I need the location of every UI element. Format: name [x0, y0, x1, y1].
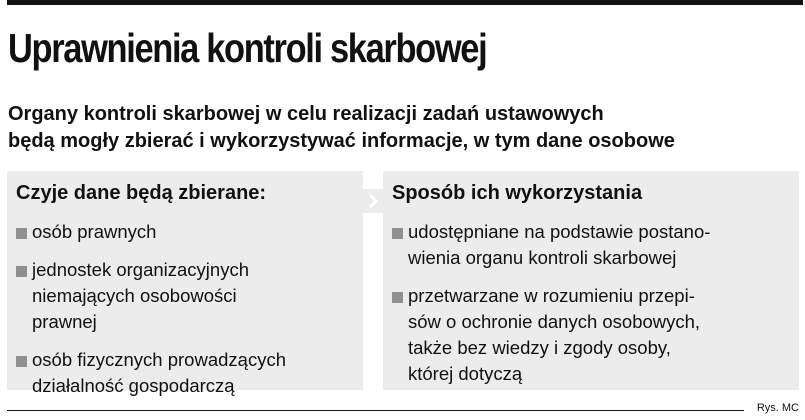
- list-item: [16, 347, 359, 399]
- list-item: [392, 283, 795, 387]
- list-item-line: także bez wiedzy i zgody osoby,: [408, 337, 671, 358]
- left-panel-list: [16, 219, 359, 411]
- list-item: [16, 219, 359, 245]
- list-item-line: której dotyczą: [408, 363, 523, 384]
- list-item-line: przetwarzane w rozumieniu przepi-: [408, 285, 695, 306]
- list-item: [16, 257, 359, 335]
- list-item-line: działalność gospodarczą: [32, 375, 235, 396]
- list-item-line: prawnej: [32, 311, 97, 332]
- top-rule: [7, 0, 803, 5]
- list-item-line: osób fizycznych prowadzących: [32, 349, 286, 370]
- list-item-line: sów o ochronie danych osobowych,: [408, 311, 701, 332]
- square-bullet-icon: [392, 292, 403, 303]
- list-item-line: niemających osobowości: [32, 285, 237, 306]
- left-panel-heading: Czyje dane będą zbierane:: [16, 182, 267, 204]
- page-title: Uprawnienia kontroli skarbowej: [8, 25, 487, 71]
- square-bullet-icon: [16, 228, 27, 239]
- bottom-rule: [7, 410, 744, 411]
- subtitle: [8, 101, 798, 155]
- subtitle-line: Organy kontroli skarbowej w celu realizacji zadań ustawowych: [8, 103, 604, 125]
- right-panel-list: [392, 219, 795, 399]
- list-item-line: osób prawnych: [32, 221, 157, 242]
- chevron-right-icon: [363, 189, 383, 213]
- square-bullet-icon: [392, 228, 403, 239]
- square-bullet-icon: [16, 356, 27, 367]
- list-item-line: jednostek organizacyjnych: [32, 259, 249, 280]
- square-bullet-icon: [16, 266, 27, 277]
- right-panel-heading: Sposób ich wykorzystania: [392, 182, 643, 204]
- list-item-line: wienia organu kontroli skarbowej: [408, 247, 677, 268]
- credit: Rys. MC: [756, 402, 799, 414]
- subtitle-line: będą mogły zbierać i wykorzystywać informacje, w tym dane osobowe: [8, 130, 675, 152]
- right-panel: [383, 171, 799, 390]
- list-item-line: udostępniane na podstawie postano-: [408, 221, 711, 242]
- left-panel: [7, 171, 363, 396]
- list-item: [392, 219, 795, 271]
